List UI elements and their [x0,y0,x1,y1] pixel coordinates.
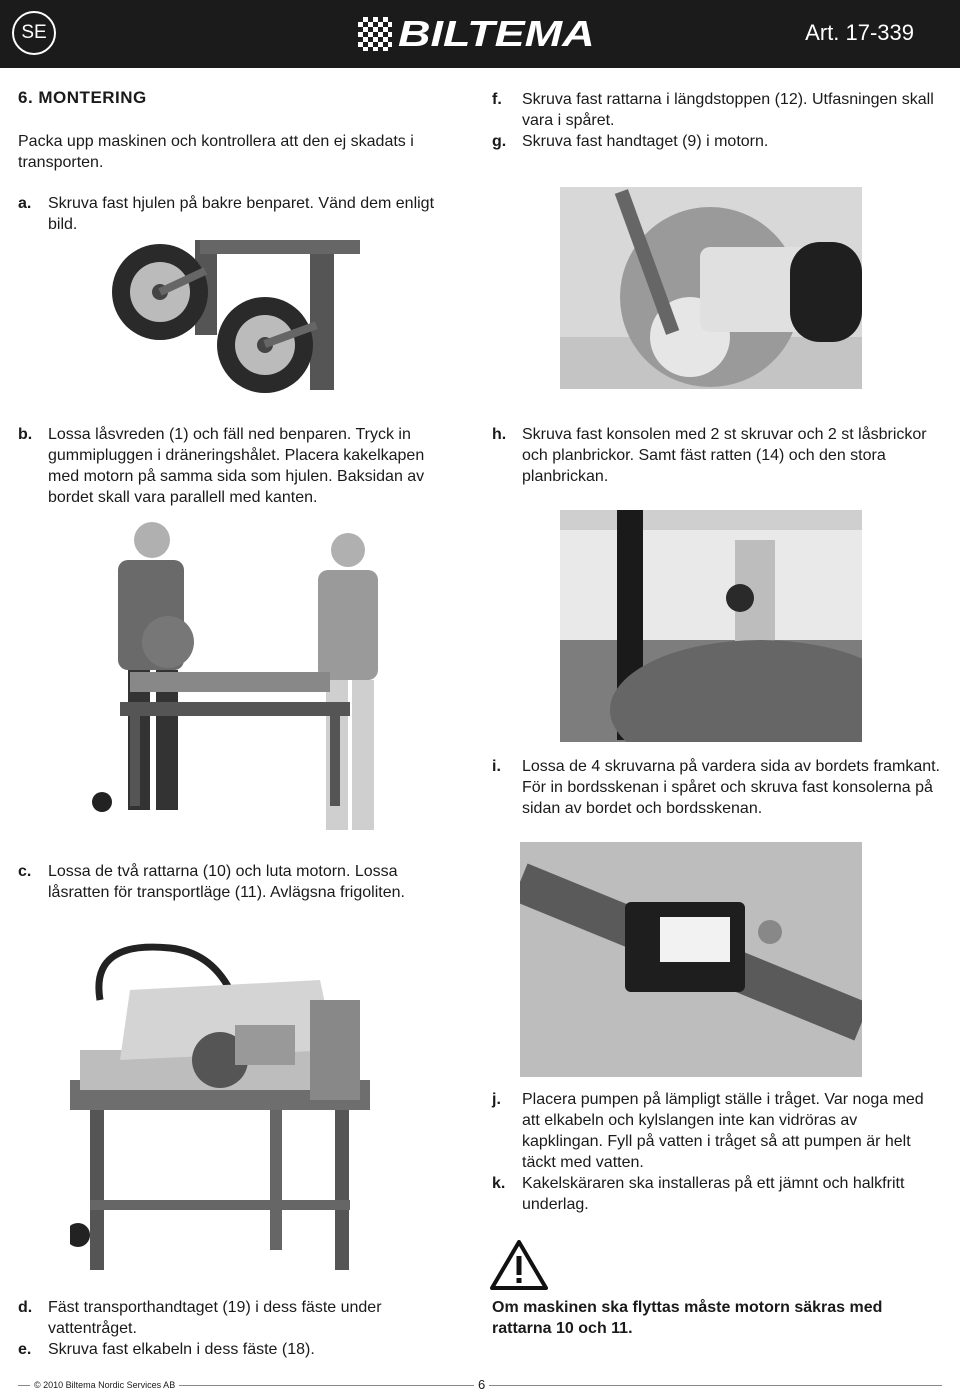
photo-console [560,510,862,742]
warning-text: Om maskinen ska flyttas måste motorn säkras med rattarna 10 och 11. [492,1299,883,1337]
step-text: Placera pumpen på lämpligt ställe i tråget. Var noga med att elkabeln och kylslangen inte kan vidröras av kapklingan. Fyll på vatten i tråget så att pumpen är helt täckt med vatten. [522,1091,924,1171]
step-g [492,131,942,152]
page-header [0,0,960,68]
step-text: Fäst transporthandtaget (19) i dess fäste under vattentråget. [48,1299,382,1337]
wheels-illustration [100,240,370,400]
language-badge: SE [12,11,56,55]
step-i [492,756,942,819]
step-f [492,89,942,131]
step-label: e. [18,1341,32,1358]
brand-name: BILTEMA [398,13,595,54]
step-text: Skruva fast elkabeln i dess fäste (18). [48,1341,315,1358]
step-label: g. [492,133,507,150]
step-label: k. [492,1175,506,1192]
warning-triangle-icon [490,1240,548,1290]
console-illustration [560,510,862,742]
photo-tile-saw [70,930,400,1275]
tile-saw-illustration [70,930,400,1275]
step-text: Lossa låsvreden (1) och fäll ned benparen. Tryck in gummipluggen i dräneringshålet. Placera kakelkapen med motorn på samma sida som hjulen. Baksidan av bordet skall vara parallell med kanten. [48,426,425,506]
step-label: j. [492,1091,501,1108]
step-text: Lossa de två rattarna (10) och luta motorn. Lossa låsratten för transportläge (11). Avlägsna frigoliten. [48,863,405,901]
step-b [18,424,458,508]
photo-pump [520,842,862,1077]
step-label: a. [18,195,32,212]
section-title: 6. MONTERING [18,88,147,107]
photo-people-with-saw [90,512,400,850]
checkered-flag-icon [358,17,392,51]
step-e [18,1339,458,1360]
step-text: Skruva fast handtaget (9) i motorn. [522,133,769,150]
people-saw-illustration [90,512,400,850]
step-h [492,424,942,487]
intro-text: Packa upp maskinen och kontrollera att den ej skadats i transporten. [18,133,414,171]
step-label: i. [492,758,501,775]
step-j [492,1089,942,1173]
step-text: Skruva fast konsolen med 2 st skruvar och 2 st låsbrickor och planbrickor. Samt fäst ratten (14) och den stora planbrickan. [522,426,927,485]
step-c [18,861,458,903]
step-k [492,1173,942,1215]
page-number: 6 [474,1377,489,1392]
step-label: h. [492,426,507,443]
step-text: Skruva fast rattarna i längdstoppen (12). Utfasningen skall vara i spåret. [522,91,934,129]
step-a [18,193,458,235]
step-text: Lossa de 4 skruvarna på vardera sida av bordets framkant. För in bordsskenan i spåret och skruva fast konsolerna på sidan av bordet och bordsskenan. [522,758,940,817]
brand-logo [358,13,595,54]
footer-copyright: © 2010 Biltema Nordic Services AB [30,1380,179,1390]
step-label: f. [492,91,502,108]
motor-illustration [560,187,862,389]
step-label: c. [18,863,32,880]
photo-motor [560,187,862,389]
step-d [18,1297,458,1339]
step-text: Skruva fast hjulen på bakre benparet. Vänd dem enligt bild. [48,195,435,233]
article-number: Art. 17-339 [805,20,914,45]
step-label: b. [18,426,33,443]
step-label: d. [18,1299,33,1316]
photo-wheels [100,240,370,400]
step-text: Kakelskäraren ska installeras på ett jämnt och halkfritt underlag. [522,1175,905,1213]
pump-illustration [520,842,862,1077]
